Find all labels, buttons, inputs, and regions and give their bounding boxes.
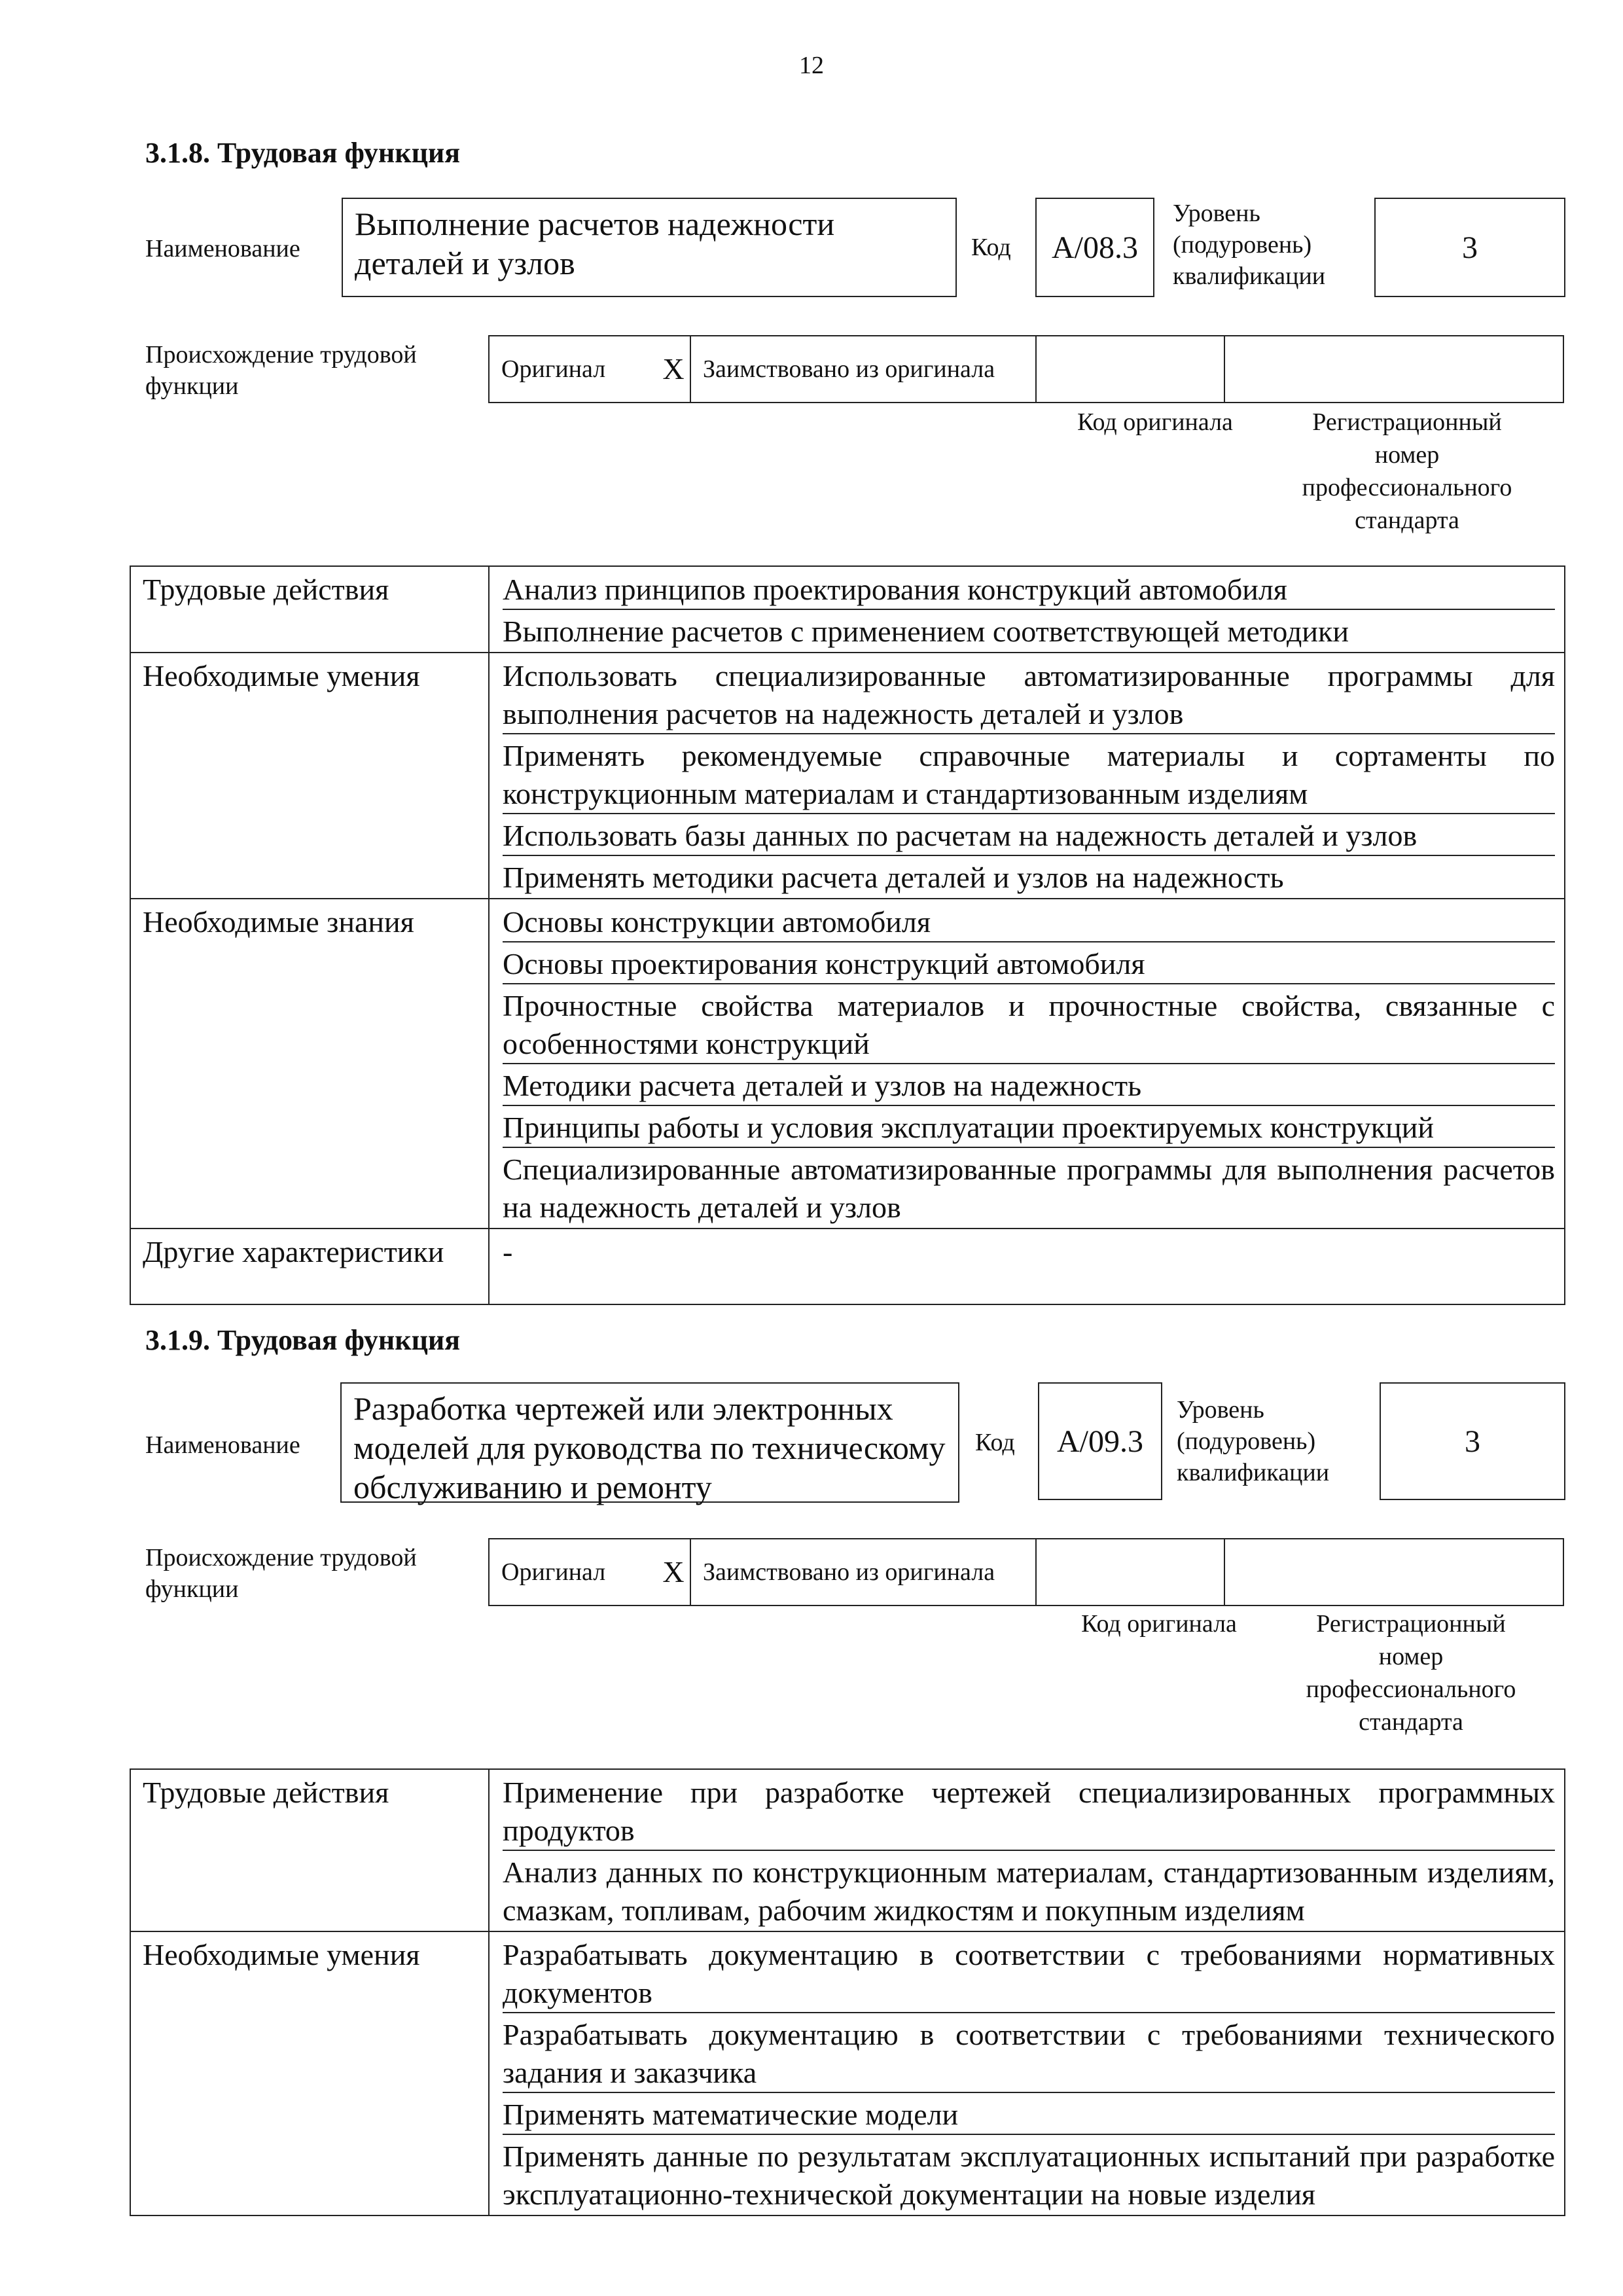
- reg-number-cell: [1224, 336, 1563, 403]
- row-category: Необходимые умения: [130, 653, 489, 899]
- code-label: Код: [971, 234, 1011, 261]
- reg-number-cell: [1224, 1539, 1563, 1605]
- list-item: Применять данные по результатам эксплуатационных испытаний при разработке эксплуатационно-технической документации на новые изделия: [503, 2140, 1555, 2211]
- name-label: Наименование: [145, 1431, 300, 1459]
- reg-number-caption: Регистрационный номер профессионального стандарта: [1302, 408, 1512, 534]
- table-row: [130, 1931, 1565, 2215]
- function-code-field: А/08.3: [1035, 198, 1154, 297]
- code-label: Код: [975, 1429, 1015, 1456]
- list-item: Анализ данных по конструкционным материалам, стандартизованным изделиям, смазкам, топливам, рабочим жидкостям и покупным изделиям: [503, 1856, 1555, 1927]
- list-item: Применение при разработке чертежей специализированных программных продуктов: [503, 1771, 1555, 1851]
- table-row: [130, 899, 1565, 1229]
- list-item: Прочностные свойства материалов и прочностные свойства, связанные с особенностями конструкций: [503, 984, 1555, 1064]
- list-item: Специализированные автоматизированные программы для выполнения расчетов на надежность деталей и узлов: [503, 1153, 1555, 1224]
- borrowed-cell: Заимствовано из оригинала: [690, 1539, 1036, 1605]
- code-original-caption: Код оригинала: [1077, 408, 1233, 436]
- row-category: Другие характеристики: [130, 1229, 489, 1304]
- borrowed-cell: Заимствовано из оригинала: [690, 336, 1036, 403]
- list-item: Выполнение расчетов с применением соответствующей методики: [503, 615, 1349, 648]
- list-item: Использовать базы данных по расчетам на надежность деталей и узлов: [503, 814, 1555, 856]
- code-original-caption: Код оригинала: [1081, 1610, 1237, 1638]
- list-item: Применять методики расчета деталей и узлов на надежность: [503, 861, 1284, 894]
- row-category: Необходимые знания: [130, 899, 489, 1229]
- labor-function-table: [130, 565, 1565, 1305]
- list-item: Разрабатывать документацию в соответствии с требованиями нормативных документов: [503, 1933, 1555, 2013]
- table-row: [130, 653, 1565, 899]
- list-item: Использовать специализированные автоматизированные программы для выполнения расчетов на надежность деталей и узлов: [503, 655, 1555, 734]
- list-item: Принципы работы и условия эксплуатации проектируемых конструкций: [503, 1106, 1555, 1148]
- qualification-level-field: 3: [1380, 1382, 1565, 1500]
- list-item: Анализ принципов проектирования конструкций автомобиля: [503, 568, 1555, 610]
- original-mark: X: [657, 1539, 690, 1605]
- original-cell: Оригинал: [489, 1539, 657, 1605]
- function-code-field: А/09.3: [1038, 1382, 1162, 1500]
- list-item: Применять математические модели: [503, 2093, 1555, 2135]
- list-item: Применять рекомендуемые справочные материалы и сортаменты по конструкционным материалам и стандартизованным изделиям: [503, 734, 1555, 814]
- list-item: Методики расчета деталей и узлов на надежность: [503, 1064, 1555, 1106]
- original-mark: X: [657, 336, 690, 403]
- section-title: 3.1.9. Трудовая функция: [145, 1324, 461, 1356]
- qualification-level-label: Уровень (подуровень) квалификации: [1173, 200, 1326, 290]
- original-cell: Оригинал: [489, 336, 657, 403]
- table-row: [130, 566, 1565, 653]
- name-label: Наименование: [145, 235, 300, 262]
- qualification-level-field: 3: [1374, 198, 1565, 297]
- function-name-field: Разработка чертежей или электронных моделей для руководства по техническому обслуживанию и ремонту: [340, 1382, 959, 1503]
- origin-label: Происхождение трудовой функции: [145, 1544, 417, 1603]
- original-code-cell: [1036, 336, 1224, 403]
- row-category: Трудовые действия: [130, 1769, 489, 1931]
- origin-table: [488, 335, 1564, 403]
- reg-number-caption: Регистрационный номер профессионального стандарта: [1306, 1610, 1516, 1736]
- table-row: [130, 1769, 1565, 1931]
- original-code-cell: [1036, 1539, 1224, 1605]
- list-item: Основы проектирования конструкций автомобиля: [503, 942, 1555, 984]
- function-name-field: Выполнение расчетов надежности деталей и узлов: [342, 198, 957, 297]
- qualification-level-label: Уровень (подуровень) квалификации: [1177, 1396, 1330, 1486]
- labor-function-table: [130, 1768, 1565, 2216]
- origin-table: [488, 1538, 1564, 1606]
- table-row: [130, 1229, 1565, 1304]
- row-category: Необходимые умения: [130, 1931, 489, 2215]
- origin-label: Происхождение трудовой функции: [145, 341, 417, 400]
- page-number: 12: [799, 52, 824, 79]
- list-item: -: [503, 1235, 513, 1268]
- list-item: Основы конструкции автомобиля: [503, 901, 1555, 942]
- row-category: Трудовые действия: [130, 566, 489, 653]
- list-item: Разрабатывать документацию в соответствии с требованиями технического задания и заказчика: [503, 2013, 1555, 2093]
- section-title: 3.1.8. Трудовая функция: [145, 137, 461, 169]
